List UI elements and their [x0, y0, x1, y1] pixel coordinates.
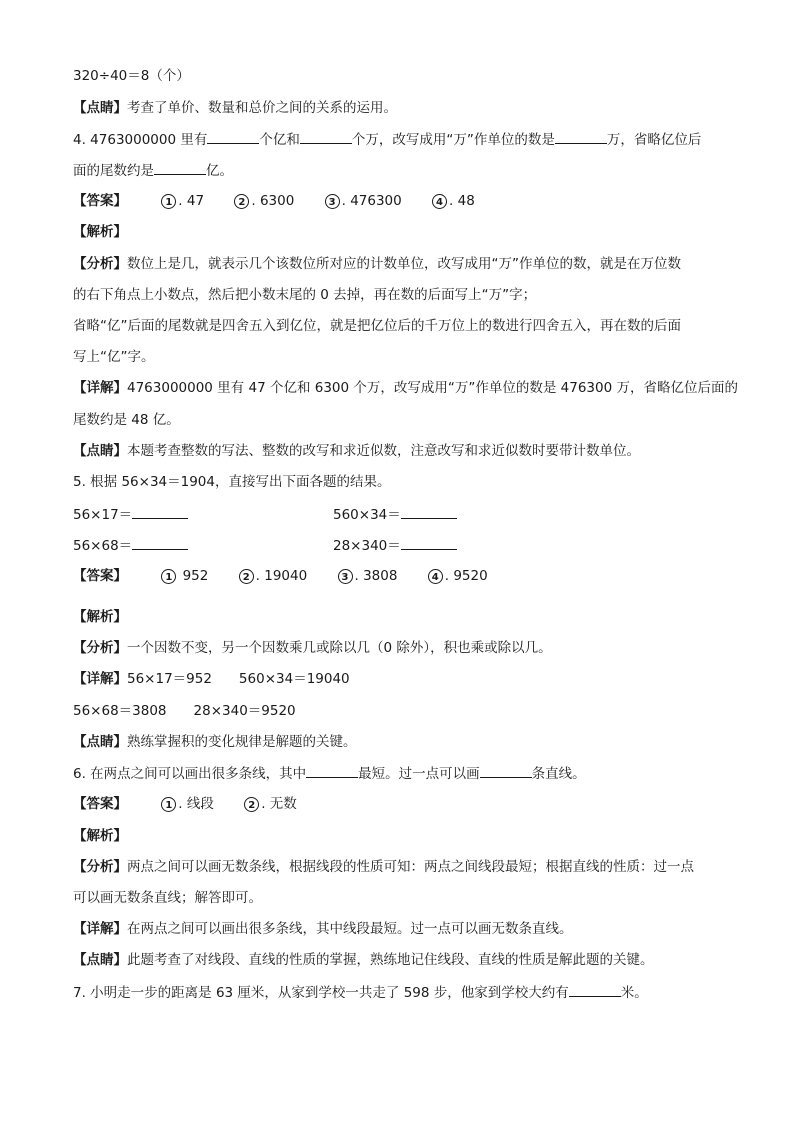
answer-blank[interactable] — [300, 129, 352, 144]
answer-item: 2 . 6300 — [234, 191, 294, 211]
answer-6 — [73, 794, 323, 814]
circled-number: 4 — [428, 569, 443, 584]
answer-blank[interactable] — [154, 160, 206, 175]
analysis-4-cont: 写上“亿”字。 — [73, 349, 155, 365]
detail-4: 【详解】4763000000 里有 47 个亿和 6300 个万，改写成用“万”作单位的数是 476300 万，省略亿位后面的 — [73, 380, 738, 396]
question-5-row1: 56×17＝ 560×34＝ — [73, 504, 733, 525]
detail-6: 【详解】在两点之间可以画出很多条线，其中线段最短。过一点可以画无数条直线。 — [73, 921, 573, 937]
question-7: 7. 小明走一步的距离是 63 厘米，从家到学校一共走了 598 步，他家到学校大约有 米。 — [73, 982, 648, 1003]
note-q3: 【点睛】考查了单价、数量和总价之间的关系的运用。 — [73, 100, 397, 116]
answer-5 — [73, 566, 514, 586]
question-4-cont: 面的尾数约是 亿。 — [73, 160, 233, 181]
circled-number: 3 — [338, 569, 353, 584]
answer-item: 2 . 无数 — [244, 794, 297, 814]
answer-blank[interactable] — [132, 535, 188, 550]
detail-5-cont: 56×68＝3808 28×340＝9520 — [73, 703, 296, 719]
answer-label: 【答案】 — [73, 193, 127, 209]
analysis-heading: 【解析】 — [73, 609, 127, 625]
analysis-4-cont: 的右下角点上小数点，然后把小数末尾的 0 去掉，再在数的后面写上“万”字； — [73, 287, 537, 303]
answer-item: 4 . 9520 — [428, 566, 488, 586]
answer-blank[interactable] — [401, 504, 457, 519]
question-5: 5. 根据 56×34＝1904，直接写出下面各题的结果。 — [73, 474, 391, 490]
circled-number: 4 — [432, 194, 447, 209]
answer-item: 1 . 47 — [161, 191, 204, 211]
circled-number: 1 — [161, 797, 176, 812]
detail-4-cont: 尾数约是 48 亿。 — [73, 412, 180, 428]
answer-blank[interactable] — [480, 763, 532, 778]
circled-number: 3 — [325, 194, 340, 209]
answer-item: 2 . 19040 — [239, 566, 308, 586]
answer-blank[interactable] — [555, 129, 607, 144]
answer-4 — [73, 191, 501, 211]
analysis-4-cont: 省略“亿”后面的尾数就是四舍五入到亿位，就是把亿位后的千万位上的数进行四舍五入，再在数的后面 — [73, 318, 681, 334]
question-4: 4. 4763000000 里有 个亿和 个万，改写成用“万”作单位的数是 万，省略亿位后 — [73, 129, 701, 150]
analysis-5: 【分析】一个因数不变，另一个因数乘几或除以几（0 除外），积也乘或除以几。 — [73, 640, 552, 656]
analysis-6-cont: 可以画无数条直线；解答即可。 — [73, 890, 262, 906]
answer-blank[interactable] — [306, 763, 358, 778]
note-q6: 【点睛】此题考查了对线段、直线的性质的掌握，熟练地记住线段、直线的性质是解此题的关键。 — [73, 952, 654, 968]
analysis-6: 【分析】两点之间可以画无数条线，根据线段的性质可知：两点之间线段最短；根据直线的性质：过一点 — [73, 859, 694, 875]
analysis-heading: 【解析】 — [73, 224, 127, 240]
note-label: 【点睛】 — [73, 100, 127, 116]
answer-item: 4 . 48 — [432, 191, 475, 211]
circled-number: 2 — [244, 797, 259, 812]
circled-number: 1 — [161, 569, 176, 584]
note-q5: 【点睛】熟练掌握积的变化规律是解题的关键。 — [73, 734, 357, 750]
answer-blank[interactable] — [569, 982, 621, 997]
answer-item: 1 952 — [161, 566, 208, 586]
answer-label: 【答案】 — [73, 796, 127, 812]
question-6: 6. 在两点之间可以画出很多条线，其中 最短。过一点可以画 条直线。 — [73, 763, 586, 784]
circled-number: 1 — [161, 194, 176, 209]
answer-blank[interactable] — [132, 504, 188, 519]
circled-number: 2 — [239, 569, 254, 584]
answer-item: 1 . 线段 — [161, 794, 214, 814]
answer-blank[interactable] — [207, 129, 259, 144]
circled-number: 2 — [234, 194, 249, 209]
answer-label: 【答案】 — [73, 568, 127, 584]
question-5-row2: 56×68＝ 28×340＝ — [73, 535, 733, 556]
detail-5: 【详解】56×17＝952 560×34＝19040 — [73, 671, 350, 687]
answer-item: 3 . 3808 — [338, 566, 398, 586]
note-q4: 【点睛】本题考查整数的写法、整数的改写和求近似数，注意改写和求近似数时要带计数单位。 — [73, 443, 640, 459]
calc-line: 320÷40＝8（个） — [73, 68, 190, 84]
analysis-4: 【分析】数位上是几，就表示几个该数位所对应的计数单位，改写成用“万”作单位的数，就是在万位数 — [73, 256, 681, 272]
analysis-heading: 【解析】 — [73, 828, 127, 844]
answer-item: 3 . 476300 — [325, 191, 402, 211]
answer-blank[interactable] — [401, 535, 457, 550]
